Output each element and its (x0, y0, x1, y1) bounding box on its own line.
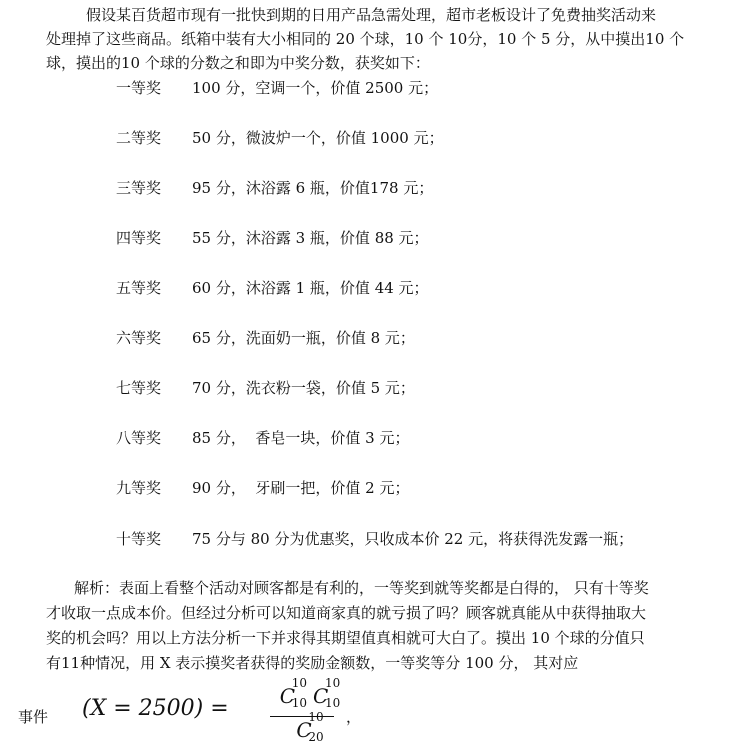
combination-sup: 10 (291, 676, 307, 690)
formula-label: 事件 (18, 708, 49, 726)
prize-desc: 85 分， 香皂一块，价值 3 元； (192, 429, 410, 447)
prize-name: 十等奖 (116, 530, 162, 548)
fraction-bar (270, 716, 334, 717)
prize-row (116, 528, 633, 550)
prize-row (116, 327, 415, 349)
prize-name: 一等奖 (116, 79, 162, 97)
prize-desc: 70 分，洗衣粉一袋，价值 5 元； (192, 379, 415, 397)
combination-term (313, 676, 341, 710)
prize-name: 二等奖 (116, 129, 162, 147)
formula-expression: (X = 2500) = (82, 696, 229, 721)
formula-trailing-comma: ， (346, 708, 362, 726)
prize-row (116, 227, 429, 249)
analysis-line-2: 才收取一点成本价。但经过分析可以知道商家真的就亏损了吗？顾客就真能从中获得抽取大 (46, 604, 647, 622)
combination-sup: 10 (308, 710, 324, 724)
probability-formula (18, 676, 438, 748)
prize-name: 六等奖 (116, 329, 162, 347)
prize-name: 八等奖 (116, 429, 162, 447)
prize-desc: 90 分， 牙刷一把，价值 2 元； (192, 479, 410, 497)
intro-line-3: 球，摸出的10 个球的分数之和即为中奖分数，获奖如下： (46, 54, 430, 72)
prize-desc: 55 分，沐浴露 3 瓶，价值 88 元； (192, 229, 429, 247)
prize-desc: 60 分，沐浴露 1 瓶，价值 44 元； (192, 279, 429, 297)
prize-desc: 65 分，洗面奶一瓶，价值 8 元； (192, 329, 415, 347)
prize-row (116, 277, 429, 299)
combination-sub: 10 (291, 696, 307, 710)
combination-term (279, 676, 307, 710)
prize-desc: 95 分，沐浴露 6 瓶，价值178 元； (192, 179, 434, 197)
combination-sup: 10 (325, 676, 341, 690)
prize-desc: 100 分，空调一个，价值 2500 元； (192, 79, 439, 97)
prize-name: 七等奖 (116, 379, 162, 397)
prize-row (116, 77, 438, 99)
prize-row (116, 127, 444, 149)
analysis-line-4: 有11种情况，用 X 表示摸奖者获得的奖励金额数，一等奖等分 100 分， 其对应 (46, 654, 579, 672)
formula-denominator (268, 710, 340, 748)
analysis-line-3: 奖的机会吗？用以上方法分析一下并求得其期望值真相就可大白了。摸出 10 个球的分值只 (46, 629, 645, 647)
prize-name: 三等奖 (116, 179, 162, 197)
combination-symbol: C (313, 684, 329, 708)
prize-row (116, 177, 433, 199)
prize-name: 四等奖 (116, 229, 162, 247)
intro-line-2: 处理掉了这些商品。纸箱中装有大小相同的 20 个球，10 个 10分，10 个 5 分，从中摸出10 个 (46, 30, 685, 48)
combination-symbol: C (296, 718, 312, 742)
combination-sub: 20 (308, 730, 324, 744)
prize-row (116, 477, 409, 499)
combination-symbol: C (279, 684, 295, 708)
analysis-line-1: 解析：表面上看整个活动对顾客都是有利的，一等奖到就等奖都是白得的， 只有十等奖 (74, 579, 649, 597)
prize-row (116, 427, 409, 449)
prize-row (116, 377, 415, 399)
formula-numerator (268, 676, 341, 714)
combination-sub: 10 (325, 696, 341, 710)
prize-name: 九等奖 (116, 479, 162, 497)
prize-desc: 50 分，微波炉一个，价值 1000 元； (192, 129, 444, 147)
prize-desc: 75 分与 80 分为优惠奖，只收成本价 22 元，将获得洗发露一瓶； (192, 530, 634, 548)
prize-name: 五等奖 (116, 279, 162, 297)
combination-term (296, 710, 324, 744)
intro-line-1: 假设某百货超市现有一批快到期的日用产品急需处理，超市老板设计了免费抽奖活动来 (86, 6, 657, 24)
